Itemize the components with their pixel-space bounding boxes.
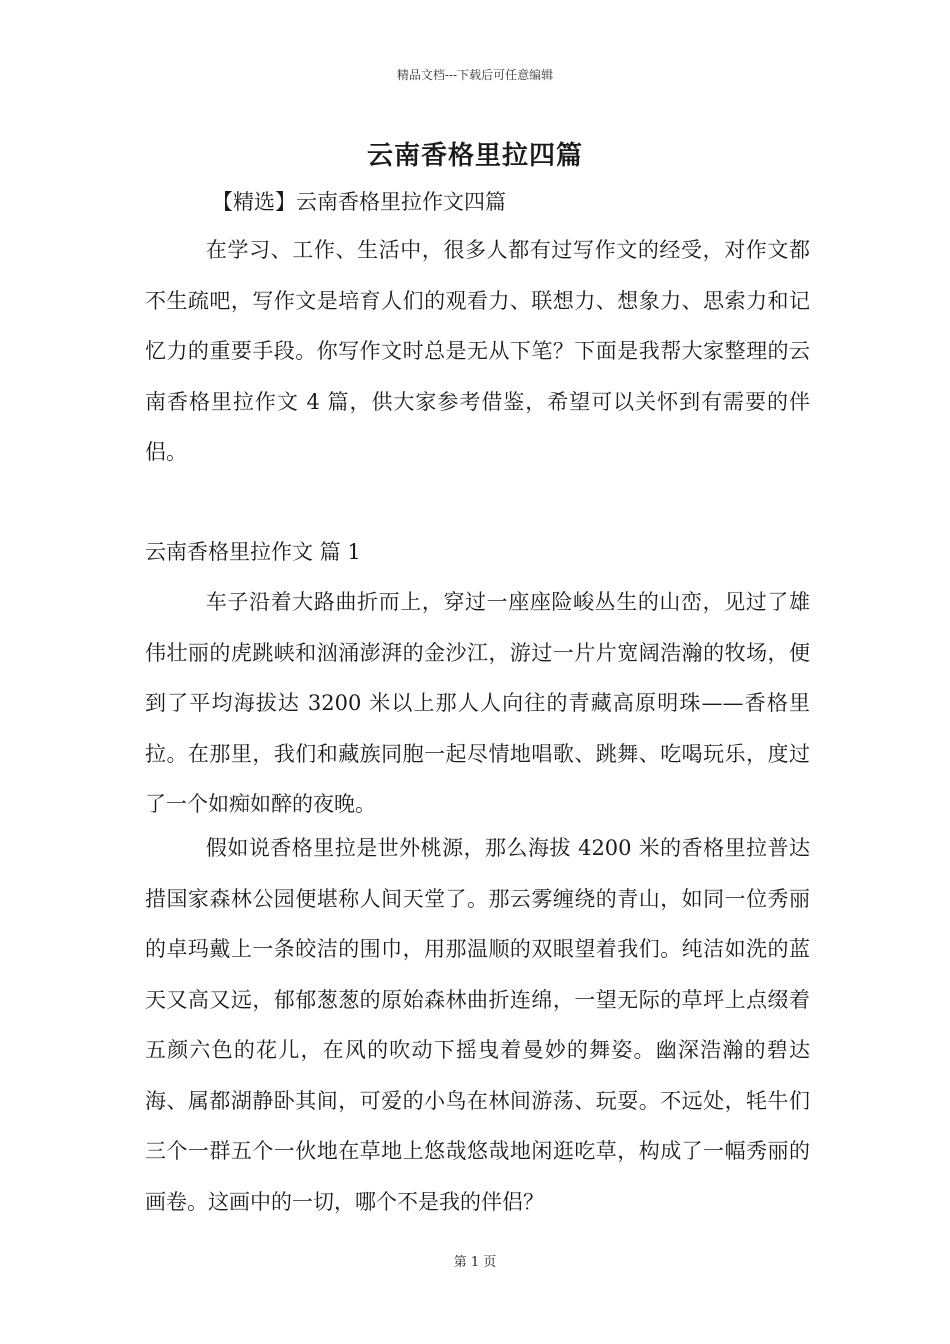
body-paragraph: 假如说香格里拉是世外桃源，那么海拔 4200 米的香格里拉普达措国家森林公园便堪称人间天堂了。那云雾缠绕的青山，如同一位秀丽的卓玛戴上一条皎洁的围巾，用那温顺的双眼望着我们。纯洁如洗的蓝天又高又远，郁郁葱葱的原始森林曲折连绵，一望无际的草坪上点缀着五颜六色的花儿，在风的吹动下摇曳着曼妙的舞姿。幽深浩瀚的碧达海、属都湖静卧其间，可爱的小鸟在林间游荡、玩耍。不远处，牦牛们三个一群五个一伙地在草地上悠哉悠哉地闲逛吃草，构成了一幅秀丽的画卷。这画中的一切，哪个不是我的伴侣？ [145,836,810,1214]
page-header-note: 精品文档---下载后可任意编辑 [396,68,554,82]
section-heading: 云南香格里拉作文 篇 1 [145,540,361,564]
document-title: 云南香格里拉四篇 [366,141,583,171]
body-paragraph: 车子沿着大路曲折而上，穿过一座座险峻丛生的山峦，见过了雄伟壮丽的虎跳峡和汹涌澎湃的金沙江，游过一片片宽阔浩瀚的牧场，便到了平均海拔达 3200 米以上那人人向往的青藏高原明珠——香格里拉。在那里，我们和藏族同胞一起尽情地唱歌、跳舞、吃喝玩乐，度过了一个如痴如醉的夜晚。 [145,590,810,816]
intro-paragraph: 在学习、工作、生活中，很多人都有过写作文的经受，对作文都不生疏吧，写作文是培育人们的观看力、联想力、想象力、思索力和记忆力的重要手段。你写作文时总是无从下笔？下面是我帮大家整理的云南香格里拉作文 4 篇，供大家参考借鉴，希望可以关怀到有需要的伴侣。 [145,238,810,464]
document-subtitle: 【精选】云南香格里拉作文四篇 [212,190,506,214]
page-number: 第 1 页 [453,1255,497,1270]
